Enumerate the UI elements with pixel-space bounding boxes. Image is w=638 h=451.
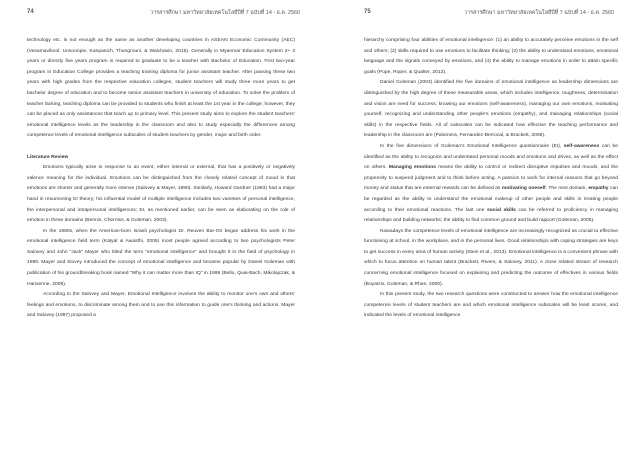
p3-text: . The next domain, bbox=[545, 186, 589, 192]
term-self-awareness: self-awareness bbox=[563, 143, 600, 149]
term-managing-emotions: Managing emotions bbox=[388, 165, 436, 171]
left-paragraph-1: technology etc. is not enough as the same as another developing countries in ASEAN Economic Community (AEC) (Vesamavibool, Unsoonpie, Kanpanich, Thongrouni, & Waichavin, 2015). Generally in Myanmar Education System 2+ 3 years or directly five years program is required to graduate to be a teacher with Bachelor of Education. First two-year program in Education College provides a teaching training diploma for junior assistant teacher. After passing these two years with high grades from the respective education colleges, student teachers will study three more years to get bachelor degree of education and to become senior assistant teachers in university of education. To solve the problem of teacher lacking, teaching diploma can be provided to students who finish at least the 1st year in the college; however, they can be placed as only assistances that teach up to primary level. This present study aims to explore the student teachers’ emotional intelligence levels as the leadership in the classroom and also to study especially the differences among competence levels of emotional intelligence subscales of student teachers by gender, major and birth order. bbox=[27, 38, 295, 139]
right-paragraph-5: In this present study, the two research questions were constructed to answer how the emotional intelligence competence levels of student teachers are and which emotional intelligence subscales will be least scores, and indicated the levels of emotional intelligence bbox=[364, 292, 618, 319]
section-heading: Literature Review bbox=[27, 154, 69, 160]
right-running-header: วารสารศึกษา มหาวิทยาลัยเทคโนโลยีปีที่ 7 ฉบับที่ 14 - ธ.ค. 2560 bbox=[464, 10, 614, 16]
right-paragraph-3 bbox=[364, 142, 618, 227]
left-page-number: 74 bbox=[27, 9, 34, 15]
left-paragraph-2: Emotions typically arise in response to an event, either internal or external, that has a positively or negatively valence meaning for the individual. Emotions can be distinguished from the closely related concept of mood in that emotions are shorter and generally more intense (Salovey & Mayer, 1990). Similarly, Howard Gardner (1983) had a major hand in resurrecting EI theory; his influential model of multiple intelligence includes two varieties of personal intelligence, the interpersonal and intrapersonal intelligences; EI, as mentioned earlier, can be seen as elaborating on the role of emotion in these domains (Bennis, Cherniss, & Goleman, 2003). bbox=[27, 165, 295, 224]
p3-text: means the ability to control or redirect disruptive impulses and moods, and the propensity to suspend judgment and to think before acting. A passion to work for internal reasons that go beyond money and status that are external rewards can be defined as bbox=[364, 165, 618, 192]
right-body-text bbox=[364, 36, 618, 322]
left-body-text bbox=[27, 36, 295, 322]
right-paragraph-2: Daniel Goleman (2004) identified the five domains of emotional intelligence as leadership dimensions are distinguished by the high degree of these measurable areas, which includes intelligence, toughness, determination and vision are need for success; knowing our emotions (self-awareness), managing our own emotions, motivating yourself, recognizing and understanding other people’s emotions (empathy), and managing relationships (social skills) in the respective fields. All of subscales can be indicated how effective the teaching performance and leadership in the classroom are (Palomera, Fernandez-Berrocal, & Brackett, 2008). bbox=[364, 80, 618, 139]
term-motivating-oneself: motivating oneself bbox=[501, 186, 546, 192]
right-page bbox=[319, 0, 638, 451]
p3-text: can be regarded as the ability to understand the emotional makeup of other people and skills in treating people according to their emotional reactions. The last one bbox=[364, 186, 619, 213]
left-paragraph-4: According to the Salovey and Mayer, Emotional Intelligence involves the ability to monitor one’s own and others’ feelings and emotions, to discriminate among them and to use this information to guide one’s thinking and actions. Mayer and Salovey (1997) proposed a bbox=[27, 292, 295, 319]
p3-text: In the five dimensions of Goleman’s Emotional Intelligence questionnaire (EI), bbox=[380, 143, 564, 149]
p3-text: can be identified as the ability to recognize and understand personal moods and emotions and drives, as well as the effect on others. bbox=[364, 143, 618, 171]
right-paragraph-4: Nowadays the competence levels of emotional intelligence are increasingly recognized as crucial to effective functioning at school, in the workplace, and in the personal lives. Good relationships with coping strategies are keys to get success in every area of human activity (Stein et al., 2013). Emotional intelligence is a convenient phrase with which to focus attention on human talent (Brackett, Rivers, & Salovey, 2011). A close related stream of research concerning emotional intelligence focused on explaining and predicting the outcome of effectives in various fields (Boyatzis, Goleman, & Rhee, 2000). bbox=[364, 228, 618, 287]
right-page-number: 75 bbox=[364, 9, 371, 15]
term-empathy: empathy bbox=[588, 186, 609, 192]
term-social-skills: social skills bbox=[486, 207, 516, 213]
left-running-header: วารสารศึกษา มหาวิทยาลัยเทคโนโลยีปีที่ 7 ฉบับที่ 14 - ธ.ค. 2560 bbox=[150, 10, 300, 16]
p3-text: can be referred to proficiency in managing relationships and building networks; the ability to find common ground and build rapport (Goleman, 2005). bbox=[364, 207, 618, 224]
right-paragraph-1: hierarchy comprising four abilities of emotional intelligence: (1) an ability to accurately perceive emotions in the self and others; (2) skills required to use emotions to facilitate thinking; (3) the ability to understand emotions, emotional language and the signals conveyed by emotions, and (4) the ability to manage emotions in order to attain specific goals (Pope, Roper, & Qualter, 2012). bbox=[364, 38, 618, 75]
left-paragraph-3: In the 1980s, when the American-born Israeli psychologist Dr. Reuven Bar-On began address his work in the emotional intelligence field term (Katyal & Awasthi, 2005) most people agreed according to two psychologists Peter Salovey and John “Jack” Mayer who titled the term “emotional intelligence” and brought it in the field of psychology in 1990. Mayer and Slovey introduced the concept of emotional intelligence and became popular by Daniel Goleman with publication of his groundbreaking book named “Why it can matter more than IQ” in 1995 (Bello, Quai-Bach, Mikolajczak, & Hansenne, 2009). bbox=[27, 228, 295, 287]
